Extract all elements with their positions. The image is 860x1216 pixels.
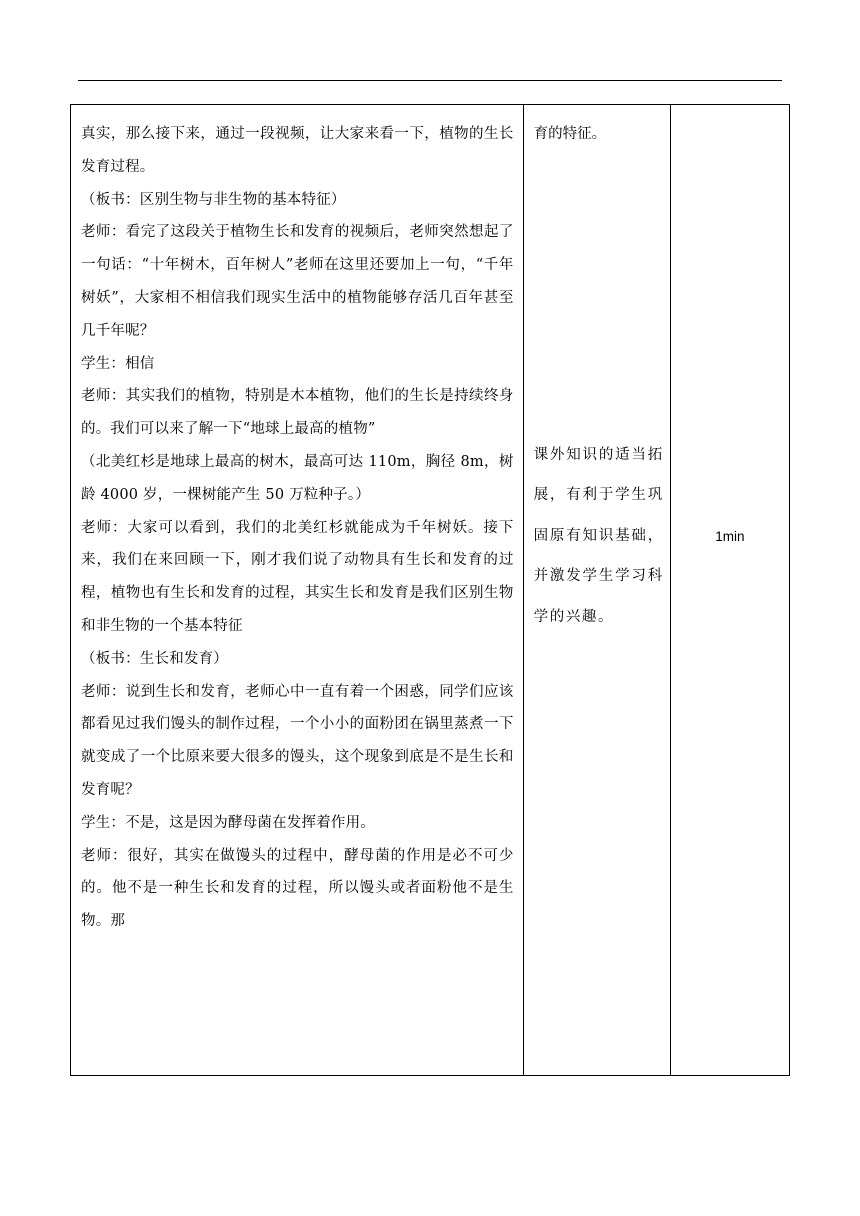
- redwood-note: （北美红杉是地球上最高的树木，最高可达 110m，胸径 8m，树龄 4000 岁，一棵树能产生 50 万粒种子。）: [81, 453, 514, 503]
- teacher-dialogue: 老师：看完了这段关于植物生长和发育的视频后，老师突然想起了一句话：“十年树木，百年树人”老师在这里还要加上一句，“千年树妖”，大家相不相信我们现实生活中的植物能够存活几百年甚至几千年呢？: [81, 224, 514, 339]
- table-row: [71, 105, 790, 1076]
- board-note: （板书：区别生物与非生物的基本特征）: [81, 191, 346, 208]
- time-allocation: 1min: [715, 529, 745, 544]
- board-note: （板书：生长和发育）: [81, 650, 228, 667]
- teacher-dialogue: 老师：大家可以看到，我们的北美红杉就能成为千年树妖。接下来，我们在来回顾一下，刚才我们说了动物具有生长和发育的过程，植物也有生长和发育的过程，其实生长和发育是我们区别生物和非生物的一个基本特征: [81, 519, 514, 634]
- header-rule: [78, 80, 782, 81]
- time-cell: [670, 105, 789, 1076]
- design-intent-cell: [523, 105, 670, 1076]
- intent-text: 育的特征。: [533, 126, 607, 142]
- teaching-process-cell: [71, 105, 524, 1076]
- teacher-dialogue: 老师：很好，其实在做馒头的过程中，酵母菌的作用是必不可少的。他不是一种生长和发育的过程，所以馒头或者面粉他不是生物。那: [81, 847, 514, 930]
- intent-text: 课外知识的适当拓展，有利于学生巩固原有知识基础，并激发学生学习科学的兴趣。: [533, 446, 664, 625]
- teacher-dialogue: 老师：说到生长和发育，老师心中一直有着一个困惑，同学们应该都看见过我们馒头的制作过程，一个小小的面粉团在锅里蒸煮一下就变成了一个比原来要大很多的馒头，这个现象到底是不是生长和发育呢？: [81, 683, 514, 798]
- lesson-plan-table: [70, 104, 790, 1076]
- paragraph: 真实，那么接下来，通过一段视频，让大家来看一下，植物的生长发育过程。: [81, 126, 514, 175]
- teacher-dialogue: 老师：其实我们的植物，特别是木本植物，他们的生长是持续终身的。我们可以来了解一下“地球上最高的植物”: [81, 388, 514, 438]
- student-dialogue: 学生：不是，这是因为酵母菌在发挥着作用。: [81, 814, 375, 831]
- student-dialogue: 学生：相信: [81, 355, 155, 372]
